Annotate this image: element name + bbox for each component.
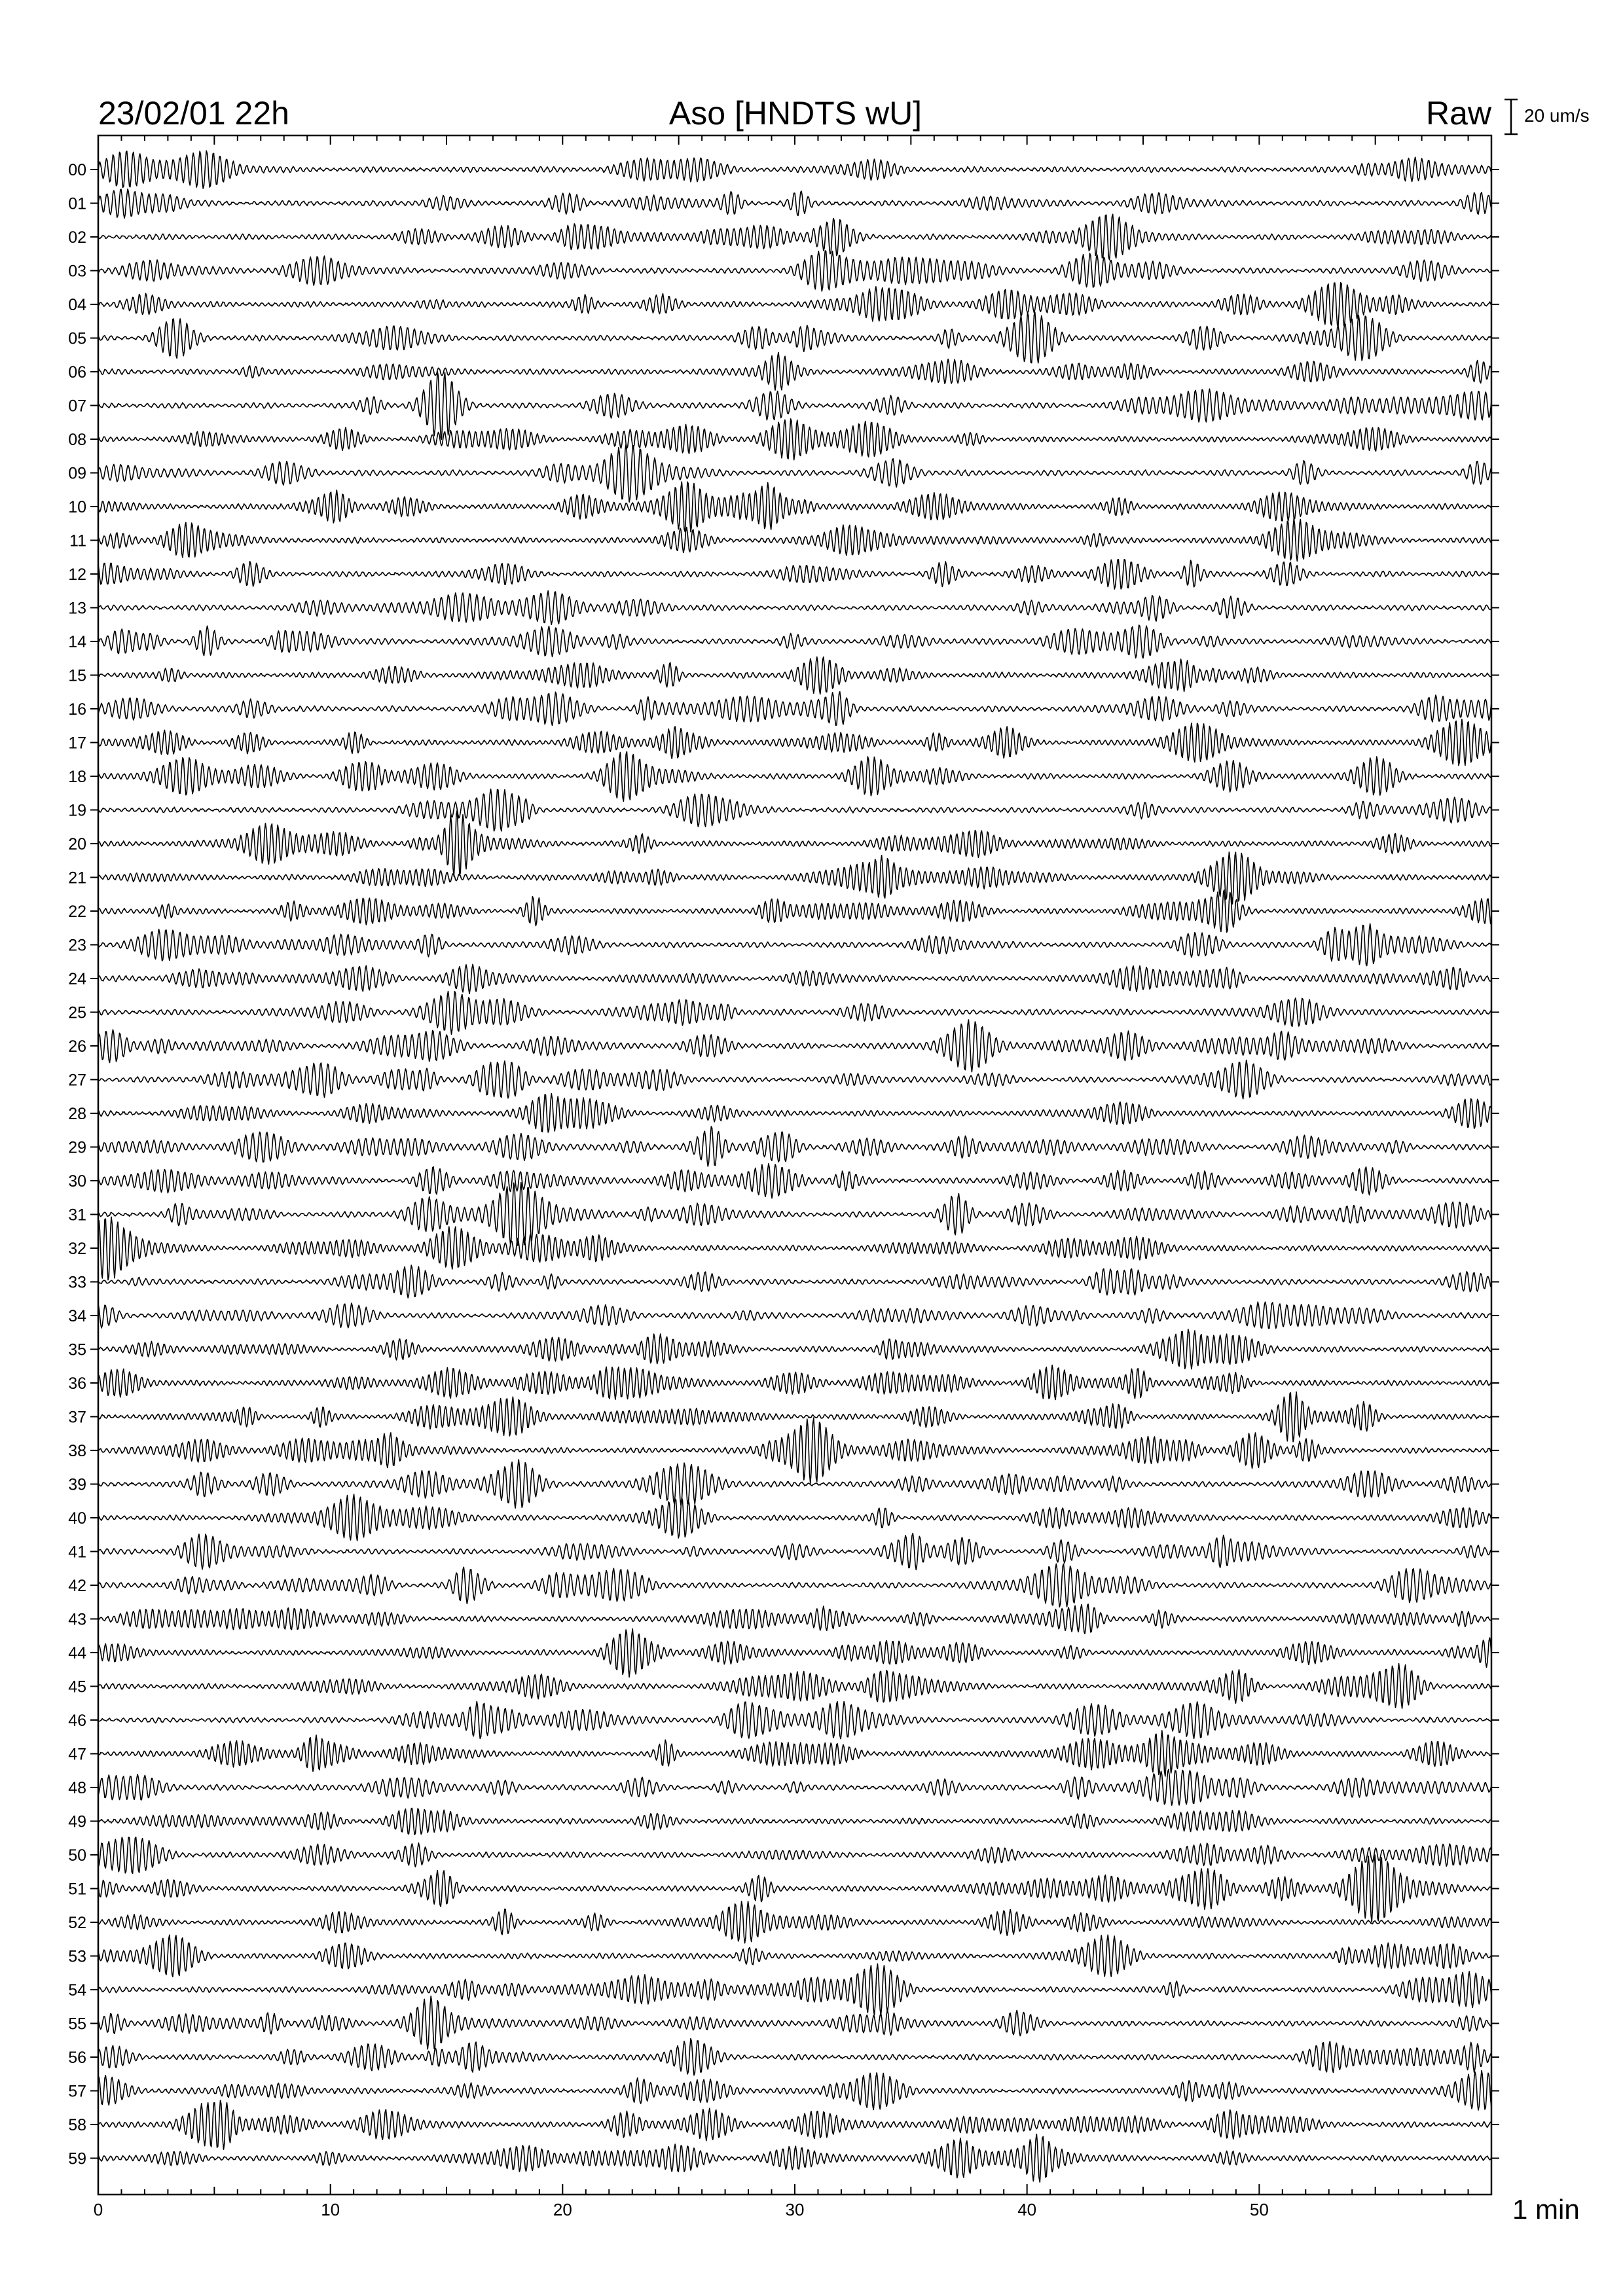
- trace-row: [69, 518, 1499, 561]
- trace-row: [68, 189, 1499, 219]
- trace-line: [98, 2134, 1491, 2182]
- row-label: 17: [68, 734, 86, 753]
- row-label: 49: [68, 1812, 86, 1831]
- trace-line: [98, 890, 1491, 933]
- bottom-axis-ticks: [98, 2184, 1491, 2195]
- trace-line: [98, 964, 1491, 994]
- trace-row: [68, 852, 1499, 904]
- trace-line: [98, 560, 1491, 589]
- trace-row: [68, 1808, 1499, 1835]
- trace-line: [98, 1126, 1491, 1166]
- trace-line: [98, 789, 1491, 831]
- trace-line: [98, 518, 1491, 561]
- trace-line: [98, 1564, 1491, 1607]
- row-label: 38: [68, 1442, 86, 1460]
- trace-row: [68, 1901, 1499, 1943]
- trace-row: [68, 625, 1499, 658]
- trace-row: [68, 1020, 1499, 1072]
- row-label: 07: [68, 397, 86, 416]
- trace-row: [68, 751, 1499, 801]
- row-label: 52: [68, 1914, 86, 1932]
- row-label: 25: [68, 1003, 86, 1022]
- trace-row: [68, 1392, 1499, 1442]
- trace-row: [68, 214, 1499, 260]
- row-label: 29: [68, 1138, 86, 1157]
- row-label: 27: [68, 1071, 86, 1090]
- trace-line: [98, 2039, 1491, 2075]
- trace-row: [68, 810, 1499, 877]
- row-label: 19: [68, 801, 86, 820]
- trace-line: [98, 1935, 1491, 1977]
- row-label: 48: [68, 1779, 86, 1797]
- trace-line: [98, 1365, 1491, 1400]
- trace-row: [68, 789, 1499, 831]
- trace-line: [98, 591, 1491, 625]
- row-label: 12: [68, 565, 86, 584]
- trace-line: [98, 1060, 1491, 1099]
- trace-row: [68, 1996, 1499, 2049]
- trace-line: [98, 352, 1491, 390]
- trace-row: [68, 312, 1499, 363]
- trace-row: [68, 1837, 1499, 1874]
- x-axis-unit-label: 1 min: [1512, 2194, 1580, 2225]
- trace-row: [68, 1702, 1499, 1739]
- trace-line: [98, 419, 1491, 460]
- row-label: 32: [68, 1240, 86, 1258]
- row-label: 18: [68, 768, 86, 786]
- trace-row: [68, 1329, 1499, 1369]
- trace-row: [68, 352, 1499, 390]
- row-label: 34: [68, 1307, 86, 1325]
- row-label: 59: [68, 2149, 86, 2168]
- trace-line: [98, 1460, 1491, 1508]
- trace-row: [68, 1126, 1499, 1166]
- row-label: 56: [68, 2049, 86, 2067]
- trace-row: [68, 1183, 1499, 1246]
- trace-line: [98, 924, 1491, 965]
- row-label: 51: [68, 1880, 86, 1899]
- trace-row: [68, 992, 1499, 1035]
- trace-line: [98, 189, 1491, 219]
- scale-bar-label: 20 um/s: [1524, 105, 1590, 126]
- trace-row: [68, 1629, 1499, 1677]
- row-label: 09: [68, 464, 86, 483]
- trace-line: [98, 1418, 1491, 1483]
- trace-row: [68, 1534, 1499, 1570]
- trace-line: [98, 1837, 1491, 1874]
- row-label: 58: [68, 2116, 86, 2134]
- row-label: 28: [68, 1105, 86, 1123]
- row-label: 36: [68, 1374, 86, 1393]
- trace-line: [98, 1996, 1491, 2049]
- trace-row: [68, 151, 1499, 188]
- top-minor-ticks: [98, 135, 1491, 145]
- trace-row: [68, 419, 1499, 460]
- trace-line: [98, 251, 1491, 291]
- row-label: 54: [68, 1981, 86, 2000]
- row-label: 57: [68, 2082, 86, 2101]
- trace-line: [98, 751, 1491, 801]
- mode-label: Raw: [1425, 95, 1491, 132]
- row-label: 46: [68, 1712, 86, 1730]
- row-label: 03: [68, 262, 86, 281]
- row-label: 53: [68, 1947, 86, 1966]
- row-label: 42: [68, 1577, 86, 1595]
- trace-line: [98, 1808, 1491, 1835]
- trace-line: [98, 992, 1491, 1035]
- trace-row: [68, 560, 1499, 589]
- trace-row: [68, 1418, 1499, 1483]
- trace-line: [98, 1629, 1491, 1677]
- trace-row: [68, 2134, 1499, 2182]
- trace-line: [98, 1702, 1491, 1739]
- trace-line: [98, 214, 1491, 260]
- row-label: 47: [68, 1745, 86, 1764]
- row-label: 26: [68, 1037, 86, 1056]
- trace-row: [68, 1769, 1499, 1805]
- trace-row: [68, 2039, 1499, 2075]
- row-label: 10: [68, 498, 86, 516]
- row-label: 05: [68, 329, 86, 348]
- trace-row: [68, 1731, 1499, 1776]
- row-label: 06: [68, 363, 86, 382]
- trace-row: [68, 1365, 1499, 1400]
- trace-row: [68, 719, 1499, 765]
- trace-line: [98, 151, 1491, 188]
- x-tick-label: 30: [785, 2200, 805, 2219]
- trace-line: [98, 2100, 1491, 2149]
- trace-line: [98, 1534, 1491, 1570]
- x-tick-label: 40: [1017, 2200, 1037, 2219]
- trace-line: [98, 1494, 1491, 1541]
- x-tick-label: 0: [93, 2200, 103, 2219]
- trace-row: [68, 692, 1499, 726]
- station-title: Aso [HNDTS wU]: [668, 95, 922, 132]
- trace-line: [98, 1731, 1491, 1776]
- trace-row: [68, 1494, 1499, 1541]
- row-label: 00: [68, 161, 86, 179]
- row-label: 23: [68, 936, 86, 955]
- trace-line: [98, 719, 1491, 765]
- trace-row: [68, 924, 1499, 965]
- trace-row: [68, 251, 1499, 291]
- row-label: 13: [68, 599, 86, 618]
- plot-frame: [98, 135, 1491, 2195]
- trace-line: [98, 372, 1491, 440]
- trace-line: [98, 625, 1491, 658]
- row-label: 01: [68, 194, 86, 213]
- trace-line: [98, 810, 1491, 877]
- row-label: 14: [68, 633, 86, 651]
- trace-row: [68, 1164, 1499, 1198]
- row-label: 37: [68, 1408, 86, 1427]
- row-label: 16: [68, 700, 86, 719]
- trace-row: [68, 1460, 1499, 1508]
- row-label: 30: [68, 1172, 86, 1191]
- row-label: 41: [68, 1543, 86, 1562]
- trace-line: [98, 1901, 1491, 1943]
- trace-row: [68, 591, 1499, 625]
- trace-row: [68, 1094, 1499, 1132]
- trace-line: [98, 1164, 1491, 1198]
- trace-row: [68, 1964, 1499, 2015]
- trace-row: [68, 1664, 1499, 1709]
- trace-line: [98, 482, 1491, 532]
- row-label: 24: [68, 970, 86, 988]
- trace-row: [68, 1217, 1499, 1280]
- trace-row: [68, 1564, 1499, 1607]
- trace-line: [98, 1265, 1491, 1298]
- trace-line: [98, 1964, 1491, 2015]
- trace-row: [68, 657, 1499, 694]
- trace-line: [98, 1183, 1491, 1246]
- row-label: 22: [68, 903, 86, 921]
- row-label: 39: [68, 1475, 86, 1494]
- row-label: 21: [68, 869, 86, 888]
- row-label: 55: [68, 2015, 86, 2034]
- trace-line: [98, 1094, 1491, 1132]
- trace-line: [98, 852, 1491, 904]
- trace-row: [68, 2071, 1499, 2110]
- row-label: 50: [68, 1846, 86, 1865]
- row-label: 04: [68, 296, 86, 314]
- x-tick-labels: [94, 2200, 1269, 2219]
- x-tick-label: 10: [321, 2200, 340, 2219]
- trace-line: [98, 1217, 1491, 1280]
- trace-line: [98, 692, 1491, 726]
- row-label: 20: [68, 835, 86, 853]
- x-tick-label: 20: [553, 2200, 572, 2219]
- trace-row: [68, 482, 1499, 532]
- trace-line: [98, 1302, 1491, 1328]
- row-label: 15: [68, 666, 86, 685]
- trace-row: [68, 1604, 1499, 1634]
- x-tick-label: 50: [1249, 2200, 1269, 2219]
- trace-line: [98, 283, 1491, 327]
- trace-line: [98, 1329, 1491, 1369]
- trace-line: [98, 1664, 1491, 1709]
- trace-line: [98, 2071, 1491, 2110]
- trace-row: [68, 283, 1499, 327]
- trace-row: [68, 2100, 1499, 2149]
- row-label: 43: [68, 1610, 86, 1629]
- row-label: 35: [68, 1340, 86, 1359]
- row-label: 11: [69, 531, 86, 550]
- trace-line: [98, 1769, 1491, 1805]
- trace-row: [68, 1302, 1499, 1328]
- datetime-title: 23/02/01 22h: [98, 95, 289, 132]
- trace-row: [68, 964, 1499, 994]
- row-label: 33: [68, 1273, 86, 1292]
- trace-line: [98, 1020, 1491, 1072]
- trace-row: [68, 890, 1499, 933]
- row-label: 45: [68, 1677, 86, 1696]
- trace-row: [68, 1935, 1499, 1977]
- trace-rows: [68, 151, 1499, 2182]
- trace-line: [98, 1855, 1491, 1922]
- trace-row: [68, 1855, 1499, 1922]
- row-label: 31: [68, 1206, 86, 1225]
- trace-line: [98, 1604, 1491, 1634]
- row-label: 44: [68, 1644, 86, 1662]
- trace-row: [68, 1265, 1499, 1298]
- row-label: 40: [68, 1509, 86, 1528]
- row-label: 02: [68, 228, 86, 247]
- trace-row: [68, 1060, 1499, 1099]
- row-label: 08: [68, 431, 86, 449]
- scale-bar: [1504, 99, 1590, 134]
- trace-line: [98, 312, 1491, 363]
- trace-line: [98, 657, 1491, 694]
